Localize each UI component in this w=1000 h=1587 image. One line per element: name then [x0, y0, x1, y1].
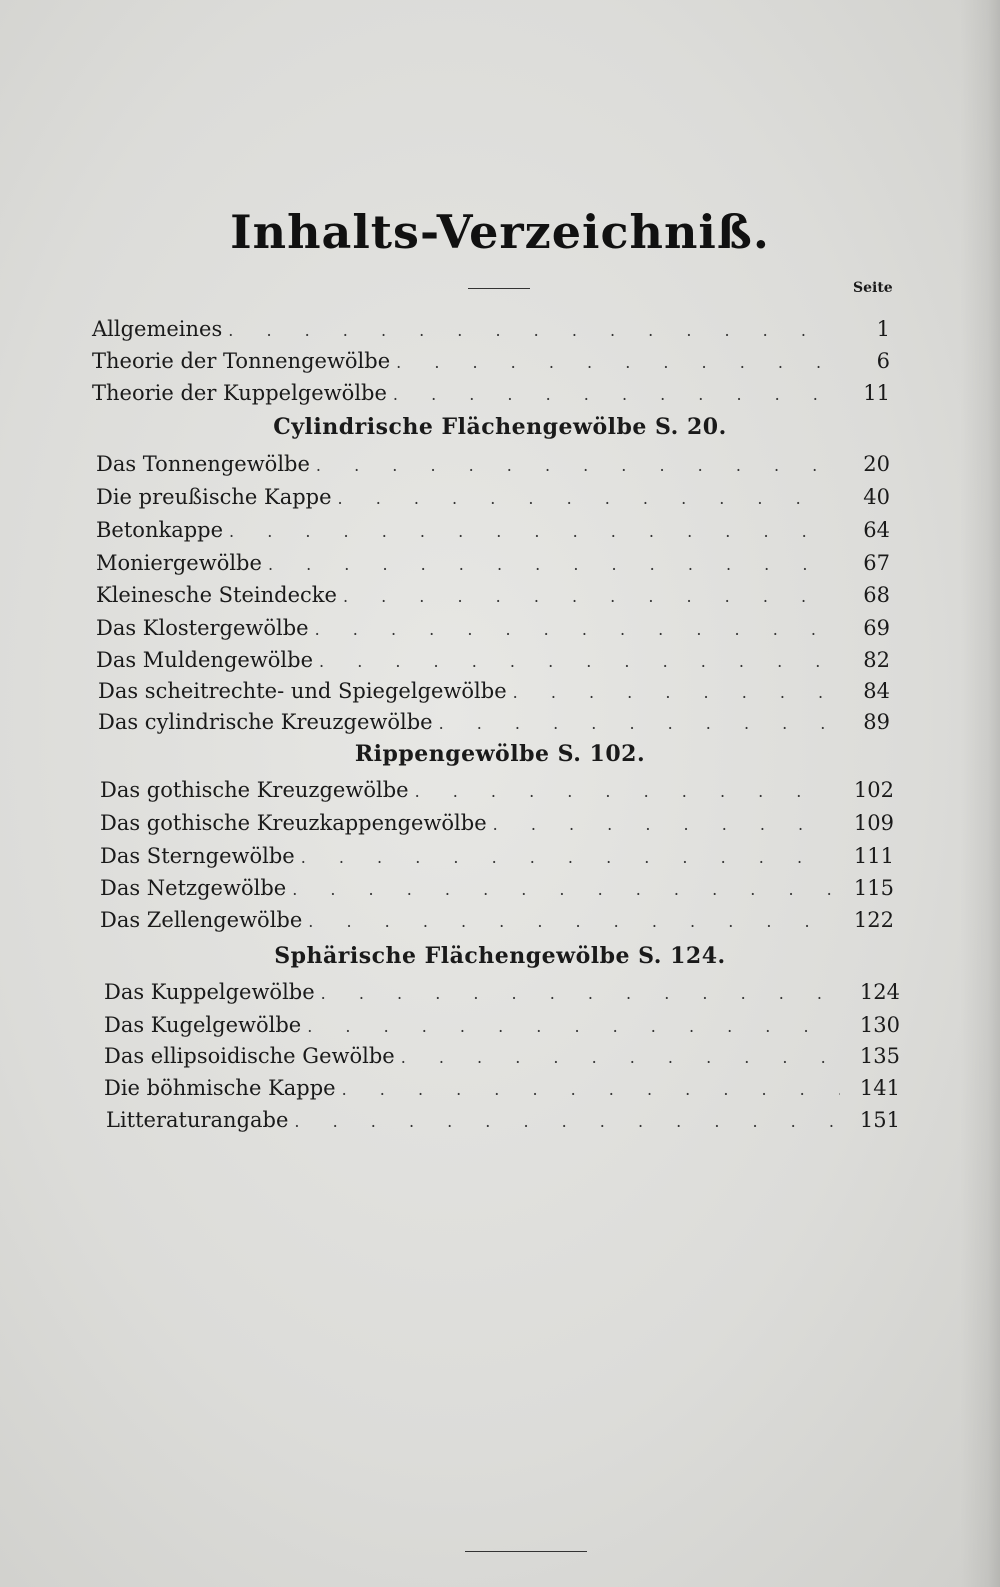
toc-entry-label: Die preußische Kappe	[96, 485, 332, 509]
toc-entry-label: Das cylindrische Kreuzgewölbe	[98, 710, 433, 734]
toc-entry-label: Das Zellengewölbe	[100, 908, 303, 932]
toc-entry	[92, 317, 890, 347]
leader-dots	[393, 385, 830, 404]
toc-entry-page: 82	[863, 648, 890, 672]
leader-dots	[308, 912, 834, 931]
leader-dots	[493, 815, 834, 834]
leader-dots	[319, 652, 830, 671]
leader-dots	[338, 489, 830, 508]
toc-entry-page: 68	[863, 583, 890, 607]
leader-dots	[401, 1048, 840, 1067]
toc-entry-page: 115	[853, 876, 894, 900]
toc-entry-label: Theorie der Tonnengewölbe	[92, 349, 391, 373]
toc-entry-label: Das Muldengewölbe	[96, 648, 314, 672]
toc-entry-page: 11	[863, 381, 890, 405]
toc-entry-label: Das ellipsoidische Gewölbe	[104, 1044, 395, 1068]
toc-entry	[104, 1076, 900, 1106]
toc-entry	[96, 518, 890, 548]
toc-entry-page: 84	[863, 679, 890, 703]
leader-dots	[315, 620, 830, 639]
leader-dots	[342, 1080, 840, 1099]
toc-entry	[104, 1013, 900, 1043]
leader-dots	[294, 1112, 840, 1131]
toc-entry	[104, 1044, 900, 1074]
leader-dots	[343, 587, 830, 606]
toc-entry-page: 122	[853, 908, 894, 932]
leader-dots	[316, 456, 830, 475]
closing-rule	[465, 1551, 587, 1552]
toc-entry-page: 141	[859, 1076, 900, 1100]
leader-dots	[268, 555, 830, 574]
toc-entry-page: 67	[863, 551, 890, 575]
toc-entry-label: Kleinesche Steindecke	[96, 583, 337, 607]
toc-entry	[100, 778, 894, 808]
toc-entry	[96, 485, 890, 515]
toc-entry-label: Die böhmische Kappe	[104, 1076, 336, 1100]
toc-entry	[96, 551, 890, 581]
toc-entry-label: Das Kugelgewölbe	[104, 1013, 302, 1037]
leader-dots	[228, 321, 830, 340]
toc-entry	[104, 980, 900, 1010]
toc-entry-page: 111	[853, 844, 894, 868]
toc-entry-page: 135	[859, 1044, 900, 1068]
toc-entry-label: Das Netzgewölbe	[100, 876, 287, 900]
toc-entry	[98, 679, 890, 709]
leader-dots	[301, 848, 834, 867]
leader-dots	[513, 683, 830, 702]
toc-entry-page: 64	[863, 518, 890, 542]
toc-entry	[100, 811, 894, 841]
toc-entry-page: 20	[863, 452, 890, 476]
toc-entry-page: 69	[863, 616, 890, 640]
leader-dots	[415, 782, 834, 801]
toc-entry-page: 1	[876, 317, 890, 341]
toc-entry-page: 6	[876, 349, 890, 373]
toc-entry-label: Moniergewölbe	[96, 551, 262, 575]
toc-entry-label: Allgemeines	[92, 317, 223, 341]
toc-entry	[98, 710, 890, 740]
section-heading: Cylindrische Flächengewölbe S. 20.	[273, 414, 727, 440]
toc-entry	[96, 583, 890, 613]
toc-entry-label: Das Sterngewölbe	[100, 844, 295, 868]
page-column-header: Seite	[853, 280, 893, 296]
toc-entry-page: 124	[859, 980, 900, 1004]
section-heading: Sphärische Flächengewölbe S. 124.	[274, 943, 726, 969]
toc-entry-label: Das scheitrechte- und Spiegelgewölbe	[98, 679, 507, 703]
toc-entry-page: 130	[859, 1013, 900, 1037]
toc-entry	[92, 381, 890, 411]
toc-entry-label: Betonkappe	[96, 518, 224, 542]
toc-entry-page: 102	[853, 778, 894, 802]
page-title: Inhalts-Verzeichniß.	[230, 205, 770, 259]
leader-dots	[439, 714, 830, 733]
toc-entry	[106, 1108, 900, 1138]
toc-entry-label: Das Tonnengewölbe	[96, 452, 310, 476]
toc-entry-label: Theorie der Kuppelgewölbe	[92, 381, 387, 405]
toc-entry-page: 151	[859, 1108, 900, 1132]
toc-entry	[96, 648, 890, 678]
toc-entry-page: 109	[853, 811, 894, 835]
toc-entry	[100, 844, 894, 874]
toc-entry	[92, 349, 890, 379]
toc-entry-label: Litteraturangabe	[106, 1108, 289, 1132]
toc-entry-label: Das Kuppelgewölbe	[104, 980, 315, 1004]
leader-dots	[229, 522, 830, 541]
leader-dots	[321, 984, 840, 1003]
toc-entry-label: Das gothische Kreuzgewölbe	[100, 778, 409, 802]
leader-dots	[292, 880, 834, 899]
toc-entry-label: Das Klostergewölbe	[96, 616, 309, 640]
section-heading: Rippengewölbe S. 102.	[354, 741, 646, 767]
toc-entry	[96, 452, 890, 482]
leader-dots	[396, 353, 830, 372]
leader-dots	[307, 1017, 840, 1036]
toc-entry	[96, 616, 890, 646]
toc-entry-page: 40	[863, 485, 890, 509]
toc-entry-label: Das gothische Kreuzkappengewölbe	[100, 811, 487, 835]
toc-entry	[100, 908, 894, 938]
toc-entry	[100, 876, 894, 906]
toc-entry-page: 89	[863, 710, 890, 734]
